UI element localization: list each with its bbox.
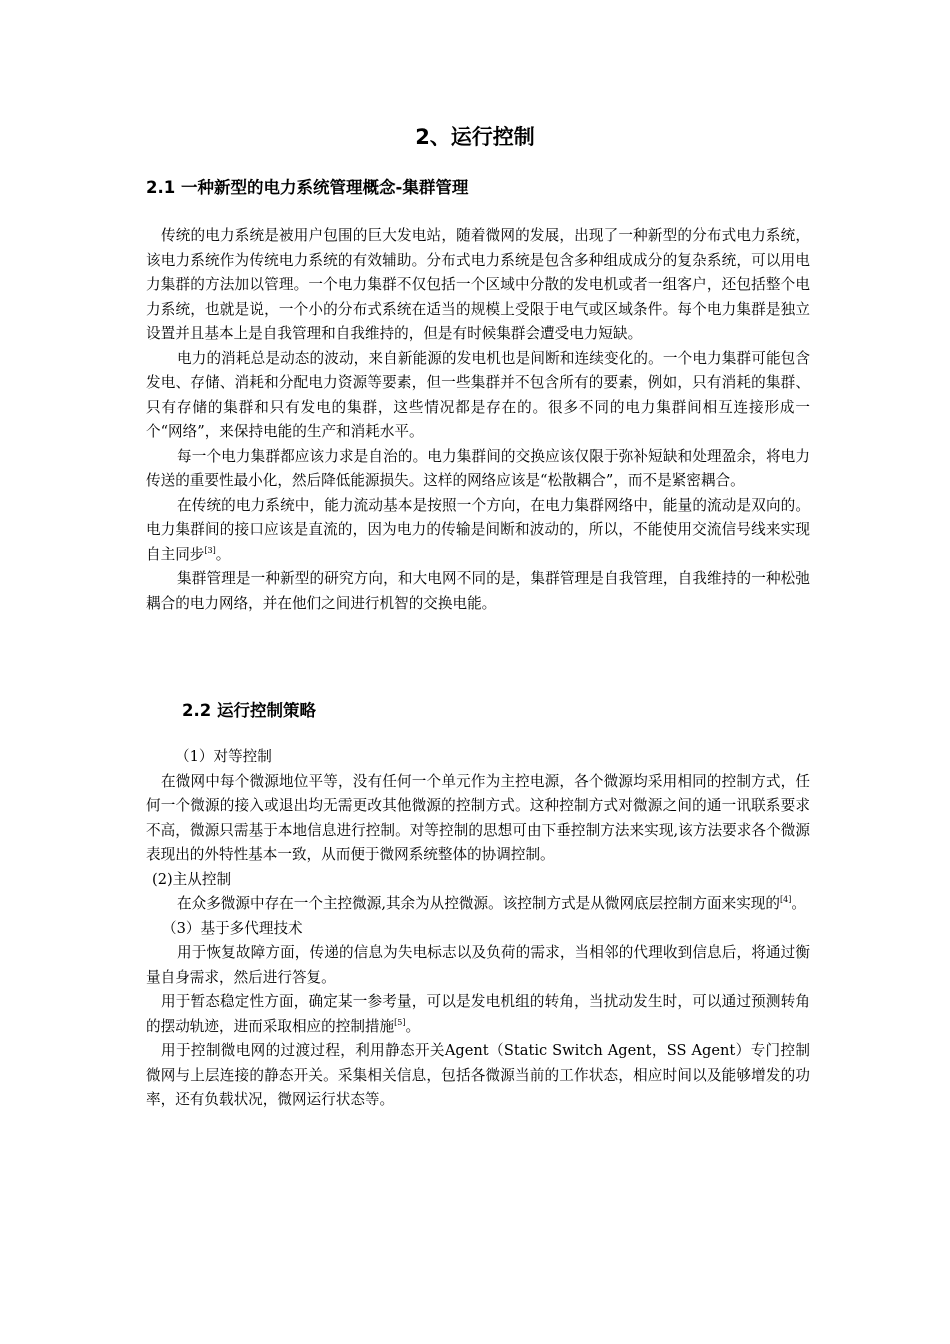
section-2-1-body (146, 224, 810, 616)
citation-ref-3: [3] (204, 545, 216, 555)
section-heading-2-2: 2.2 运行控制策略 (182, 701, 316, 720)
paragraph: 传统的电力系统是被用户包围的巨大发电站，随着微网的发展，出现了一种新型的分布式电力系统，该电力系统作为传统电力系统的有效辅助。分布式电力系统是包含多种组成成分的复杂系统，可以用电力集群的方法加以管理。一个电力集群不仅包括一个区域中分散的发电机或者一组客户，还包括整个电力系统，也就是说，一个小的分布式系统在适当的规模上受限于电气或区域条件。每个电力集群是独立设置并且基本上是自我管理和自我维持的，但是有时候集群会遭受电力短缺。 (146, 227, 810, 342)
paragraph: 用于控制微电网的过渡过程，利用静态开关Agent（Static Switch Agent，SS Agent）专门控制微网与上层连接的静态开关。采集相关信息，包括各微源当前的工作状态，相应时间以及能够增发的功率，还有负载状况，微网运行状态等。 (146, 1042, 810, 1108)
paragraph-text: 在众多微源中存在一个主控微源,其余为从控微源。该控制方式是从微网底层控制方面来实现的 (177, 895, 780, 912)
item-label-master-slave: (2)主从控制 (152, 870, 232, 888)
paragraph: 用于恢复故障方面，传递的信息为失电标志以及负荷的需求，当相邻的代理收到信息后，将通过衡量自身需求，然后进行答复。 (146, 944, 810, 986)
citation-ref-4: [4] (780, 895, 792, 904)
section-2-2-body (146, 745, 810, 1113)
paragraph-text: 用于暂态稳定性方面，确定某一参考量，可以是发电机组的转角，当扰动发生时，可以通过预测转角的摆动轨迹，进而采取相应的控制措施 (146, 993, 810, 1035)
section-heading-2-1: 2.1 一种新型的电力系统管理概念-集群管理 (146, 178, 469, 197)
punctuation: 。 (791, 895, 806, 912)
paragraph (146, 494, 810, 568)
paragraph (146, 990, 810, 1039)
item-label-peer-control: （1）对等控制 (175, 748, 272, 765)
punctuation: 。 (215, 545, 231, 563)
paragraph-text: 在传统的电力系统中，能力流动基本是按照一个方向，在电力集群网络中，能量的流动是双向的。电力集群间的接口应该是直流的，因为电力的传输是间断和波动的，所以，不能使用交流信号线来实现自主同步 (146, 496, 810, 563)
punctuation: 。 (405, 1017, 421, 1035)
paragraph: 电力的消耗总是动态的波动，来自新能源的发电机也是间断和连续变化的。一个电力集群可能包含发电、存储、消耗和分配电力资源等要素，但一些集群并不包含所有的要素，例如，只有消耗的集群、只有存储的集群和只有发电的集群，这些情况都是存在的。很多不同的电力集群间相互连接形成一个“网络”，来保持电能的生产和消耗水平。 (146, 349, 810, 440)
paragraph (146, 892, 810, 917)
paragraph: 每一个电力集群都应该力求是自治的。电力集群间的交换应该仅限于弥补短缺和处理盈余，将电力传送的重要性最小化，然后降低能源损失。这样的网络应该是“松散耦合”，而不是紧密耦合。 (146, 447, 810, 489)
citation-ref-5: [5] (394, 1017, 406, 1027)
item-label-multi-agent: （3）基于多代理技术 (162, 919, 303, 937)
paragraph: 在微网中每个微源地位平等，没有任何一个单元作为主控电源，各个微源均采用相同的控制方式，任何一个微源的接入或退出均无需更改其他微源的控制方式。这种控制方式对微源之间的通一讯联系要求不高，微源只需基于本地信息进行控制。对等控制的思想可由下垂控制方法来实现,该方法要求各个微源表现出的外特性基本一致，从而便于微网系统整体的协调控制。 (146, 772, 810, 863)
paragraph: 集群管理是一种新型的研究方向，和大电网不同的是，集群管理是自我管理，自我维持的一种松弛耦合的电力网络，并在他们之间进行机智的交换电能。 (146, 570, 810, 612)
page-title: 2、运行控制 (415, 125, 535, 149)
